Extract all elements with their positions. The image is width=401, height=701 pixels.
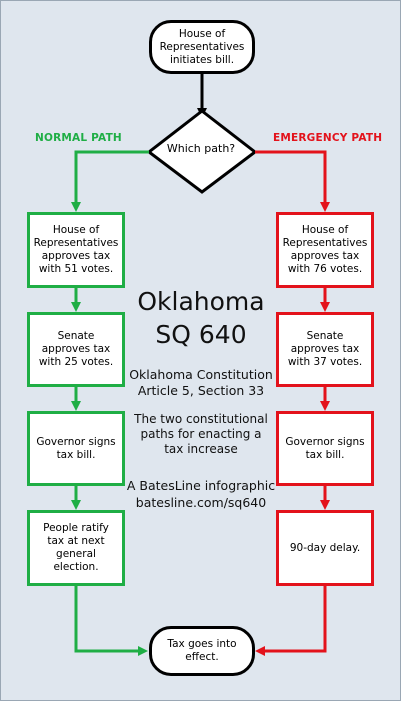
normal-step-senate-label: Senate approves tax with 25 votes.: [38, 330, 114, 368]
normal-step-senate: [27, 312, 125, 387]
arrow-decision-to-normal: [76, 152, 149, 207]
start-node: [149, 20, 255, 74]
emergency-step-house-label: House of Representatives approves tax with 76 votes.: [282, 224, 368, 275]
normal-step-governor-label: Governor signs tax bill.: [36, 435, 116, 461]
title-line-2: SQ 640: [155, 320, 247, 349]
arrow-normal-to-end: [76, 586, 143, 651]
arrow-decision-to-emergency: [255, 152, 325, 207]
emergency-step-delay-label: 90-day delay.: [289, 541, 361, 554]
credit-url: batesline.com/sq640: [135, 495, 267, 510]
emergency-step-senate-label: Senate approves tax with 37 votes.: [287, 330, 363, 368]
normal-step-house: [27, 212, 125, 288]
normal-step-ratify-label: People ratify tax at next general election.: [43, 522, 109, 573]
emergency-step-governor: [276, 411, 374, 486]
decision-label: Which path?: [166, 142, 236, 155]
subtitle-line-2: Article 5, Section 33: [137, 383, 265, 398]
emergency-path-label: EMERGENCY PATH: [273, 132, 383, 144]
end-node: [149, 626, 255, 676]
normal-step-house-label: House of Representatives approves tax with 51 votes.: [33, 224, 119, 275]
emergency-step-senate: [276, 312, 374, 387]
description: The two constitutional paths for enacting a tax increase: [134, 412, 268, 456]
start-node-label: House of Representatives initiates bill.: [159, 27, 245, 66]
subtitle-line-1: Oklahoma Constitution: [129, 367, 273, 382]
emergency-step-house: [276, 212, 374, 288]
emergency-step-delay: [276, 510, 374, 586]
normal-step-ratify: [27, 510, 125, 586]
normal-path-label: NORMAL PATH: [35, 132, 122, 144]
arrow-emergency-to-end: [260, 586, 325, 651]
title-line-1: Oklahoma: [137, 287, 265, 316]
credit-text: A BatesLine infographic: [126, 478, 276, 493]
end-node-label: Tax goes into effect.: [167, 638, 237, 663]
normal-step-governor: [27, 411, 125, 486]
emergency-step-governor-label: Governor signs tax bill.: [285, 435, 365, 461]
